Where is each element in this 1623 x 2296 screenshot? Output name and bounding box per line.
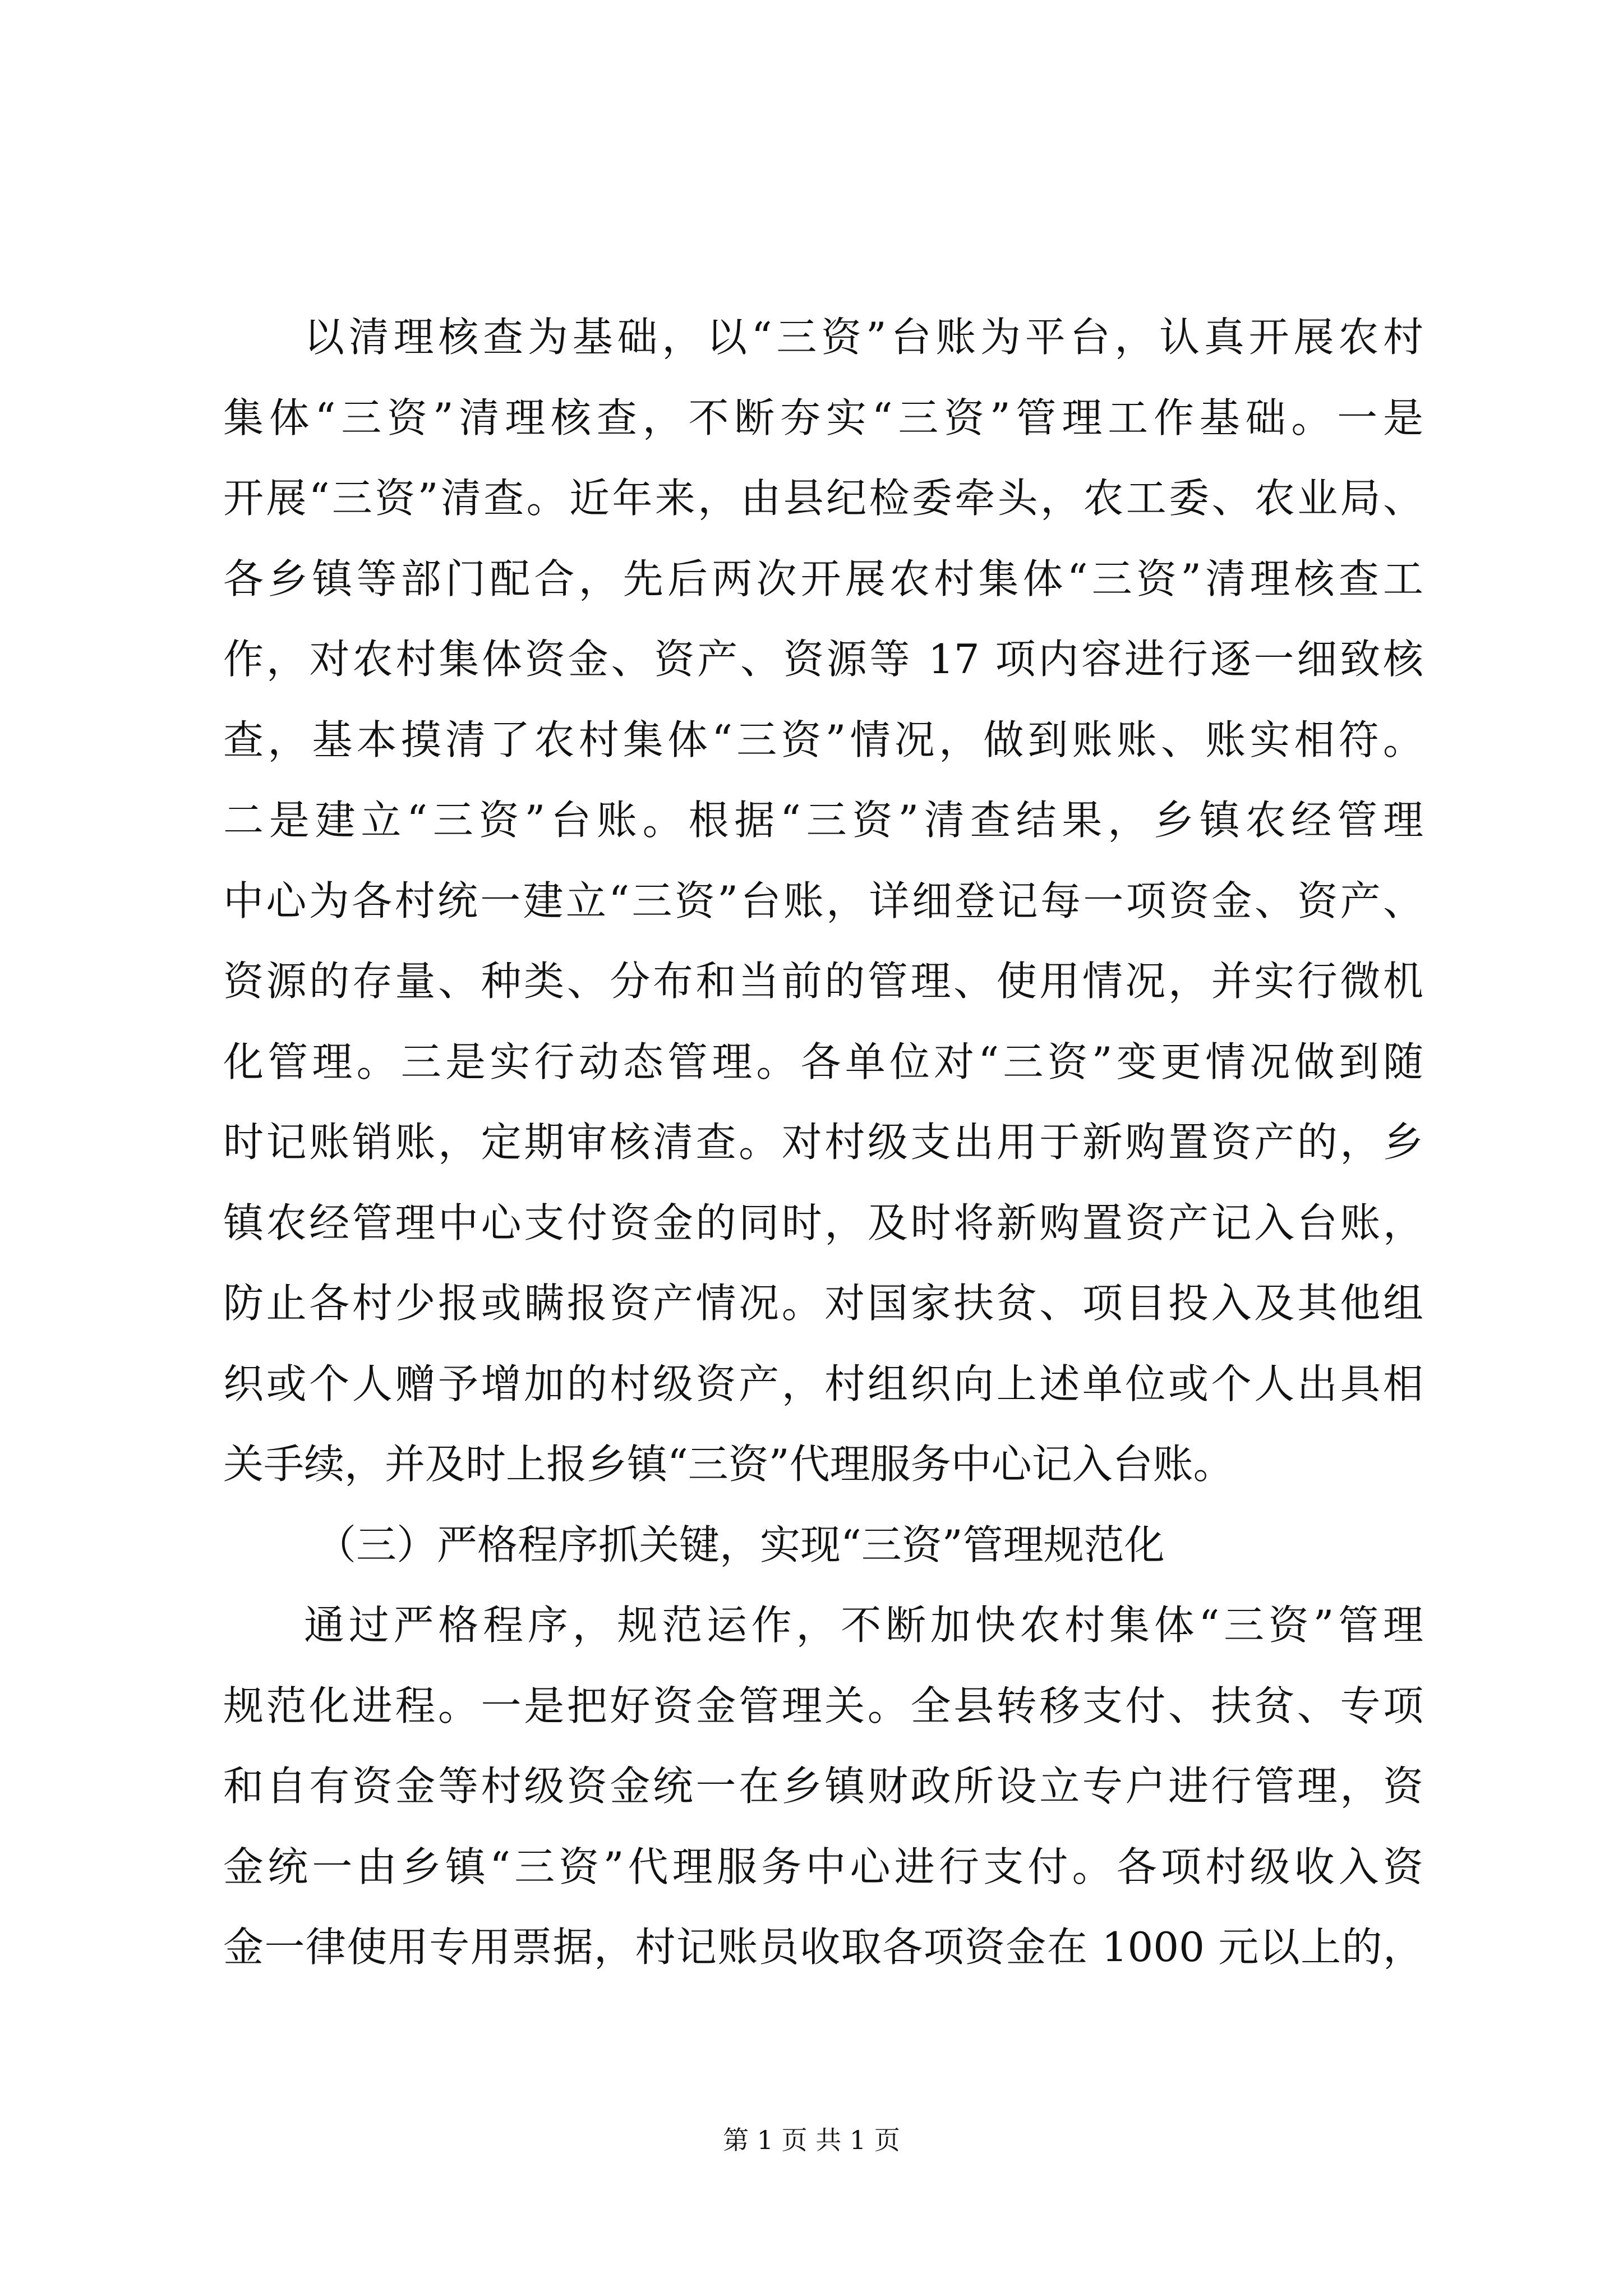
paragraph-line: 防止各村少报或瞒报资产情况。对国家扶贫、项目投入及其他组 (223, 1280, 1423, 1327)
paragraph-line: 和自有资金等村级资金统一在乡镇财政所设立专户进行管理，资 (223, 1763, 1423, 1810)
paragraph-line: 中心为各村统一建立“三资”台账，详细登记每一项资金、资产、 (223, 877, 1423, 924)
paragraph-line: 开展“三资”清查。近年来，由县纪检委牵头，农工委、农业局、 (223, 475, 1423, 522)
paragraph-line: 集体“三资”清理核查，不断夯实“三资”管理工作基础。一是 (223, 394, 1423, 441)
page-number: 第 1 页 共 1 页 (723, 2125, 900, 2155)
paragraph-line: 各乡镇等部门配合，先后两次开展农村集体“三资”清理核查工 (223, 555, 1423, 602)
paragraph-line: 资源的存量、种类、分布和当前的管理、使用情况，并实行微机 (223, 958, 1423, 1005)
section-heading: （三）严格程序抓关键，实现“三资”管理规范化 (316, 1521, 1165, 1568)
paragraph-line: 以清理核查为基础，以“三资”台账为平台，认真开展农村 (304, 314, 1423, 361)
body-text (223, 297, 1423, 1988)
paragraph-line: 作，对农村集体资金、资产、资源等 17 项内容进行逐一细致核 (223, 636, 1423, 683)
paragraph-line: 通过严格程序，规范运作，不断加快农村集体“三资”管理 (304, 1602, 1423, 1649)
paragraph-line: 关手续，并及时上报乡镇“三资”代理服务中心记入台账。 (223, 1441, 1234, 1488)
paragraph-line: 织或个人赠予增加的村级资产，村组织向上述单位或个人出具相 (223, 1360, 1423, 1407)
paragraph-line: 镇农经管理中心支付资金的同时，及时将新购置资产记入台账， (223, 1199, 1423, 1246)
paragraph-line: 金一律使用专用票据，村记账员收取各项资金在 1000 元以上的， (223, 1924, 1423, 1971)
paragraph-line: 查，基本摸清了农村集体“三资”情况，做到账账、账实相符。 (223, 716, 1423, 763)
paragraph-line: 二是建立“三资”台账。根据“三资”清查结果，乡镇农经管理 (223, 797, 1423, 844)
paragraph-line: 化管理。三是实行动态管理。各单位对“三资”变更情况做到随 (223, 1038, 1423, 1085)
paragraph-line: 时记账销账，定期审核清查。对村级支出用于新购置资产的，乡 (223, 1119, 1423, 1166)
paragraph-line: 金统一由乡镇“三资”代理服务中心进行支付。各项村级收入资 (223, 1843, 1423, 1890)
paragraph-line: 规范化进程。一是把好资金管理关。全县转移支付、扶贫、专项 (223, 1682, 1423, 1729)
